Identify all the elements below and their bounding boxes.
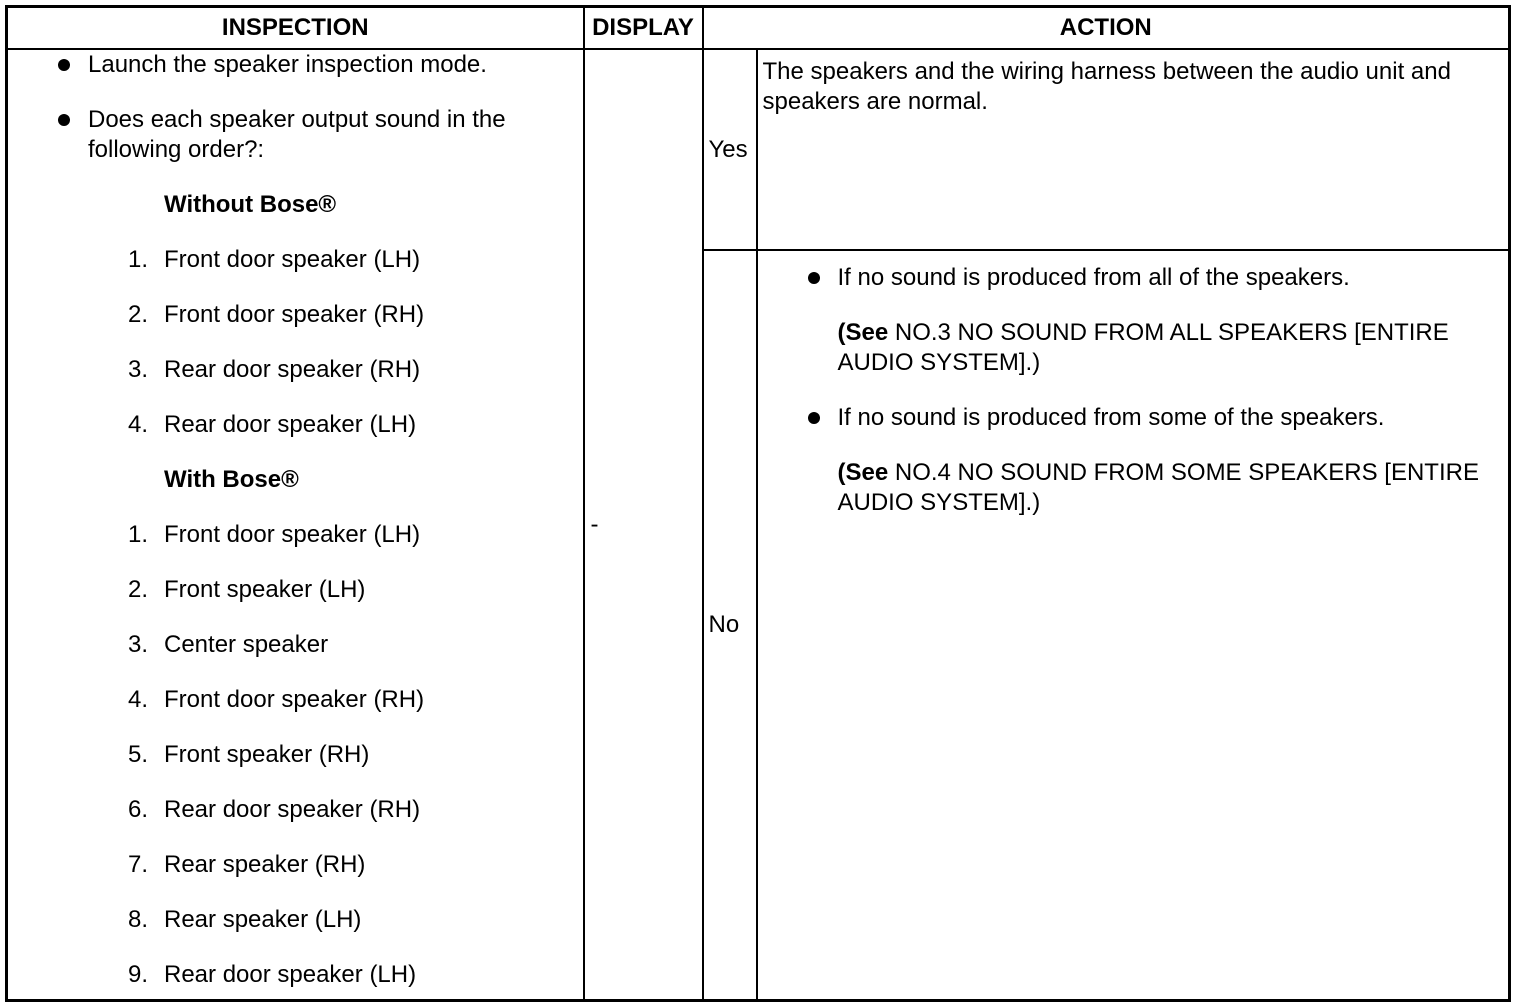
list-item: 4. Rear door speaker (LH) — [128, 411, 417, 438]
list-item: 2. Front door speaker (RH) — [128, 301, 425, 328]
list-item: 1. Front door speaker (LH) — [128, 521, 421, 548]
action-no-bullet-1: If no sound is produced from all of the speakers. — [758, 263, 1497, 293]
list-item: 9. Rear door speaker (LH) — [128, 961, 417, 988]
list-item: 3. Rear door speaker (RH) — [128, 356, 421, 383]
list-item: 5. Front speaker (RH) — [128, 741, 370, 768]
inspection-table — [5, 5, 1511, 1002]
header-action: ACTION — [703, 7, 1510, 50]
inspection-bullet-2: Does each speaker output sound in the following order?: — [8, 105, 583, 165]
list-item: 3. Center speaker — [128, 631, 329, 658]
list-item: 6. Rear door speaker (RH) — [128, 796, 421, 823]
yes-label: Yes — [703, 49, 757, 250]
yes-row — [7, 49, 1510, 250]
bullet-dot-icon — [808, 272, 820, 284]
list-item: 2. Front speaker (LH) — [128, 576, 366, 603]
list-item: 1. Front door speaker (LH) — [128, 246, 421, 273]
inspection-cell — [7, 49, 584, 1001]
action-no-reference-1: (See NO.3 NO SOUND FROM ALL SPEAKERS [ENTIRE AUDIO SYSTEM].) — [837, 319, 1449, 376]
without-bose-heading: Without Bose® — [164, 191, 337, 218]
bullet-dot-icon — [808, 412, 820, 424]
bullet-dot-icon — [58, 59, 70, 71]
action-no-reference-2: (See NO.4 NO SOUND FROM SOME SPEAKERS [ENTIRE AUDIO SYSTEM].) — [837, 459, 1479, 516]
header-row — [7, 7, 1510, 50]
header-inspection: INSPECTION — [7, 7, 584, 50]
list-item: 4. Front door speaker (RH) — [128, 686, 425, 713]
display-cell: - — [584, 49, 703, 1001]
bullet-dot-icon — [58, 114, 70, 126]
action-yes-text: The speakers and the wiring harness between the audio unit and speakers are normal. — [757, 49, 1510, 250]
action-no-bullet-2: If no sound is produced from some of the speakers. — [758, 403, 1497, 433]
with-bose-heading: With Bose® — [164, 466, 299, 493]
list-item: 8. Rear speaker (LH) — [128, 906, 362, 933]
header-display: DISPLAY — [584, 7, 703, 50]
list-item: 7. Rear speaker (RH) — [128, 851, 366, 878]
no-label: No — [703, 250, 757, 1001]
inspection-bullet-1: Launch the speaker inspection mode. — [8, 50, 583, 80]
action-no-cell — [757, 250, 1510, 1001]
